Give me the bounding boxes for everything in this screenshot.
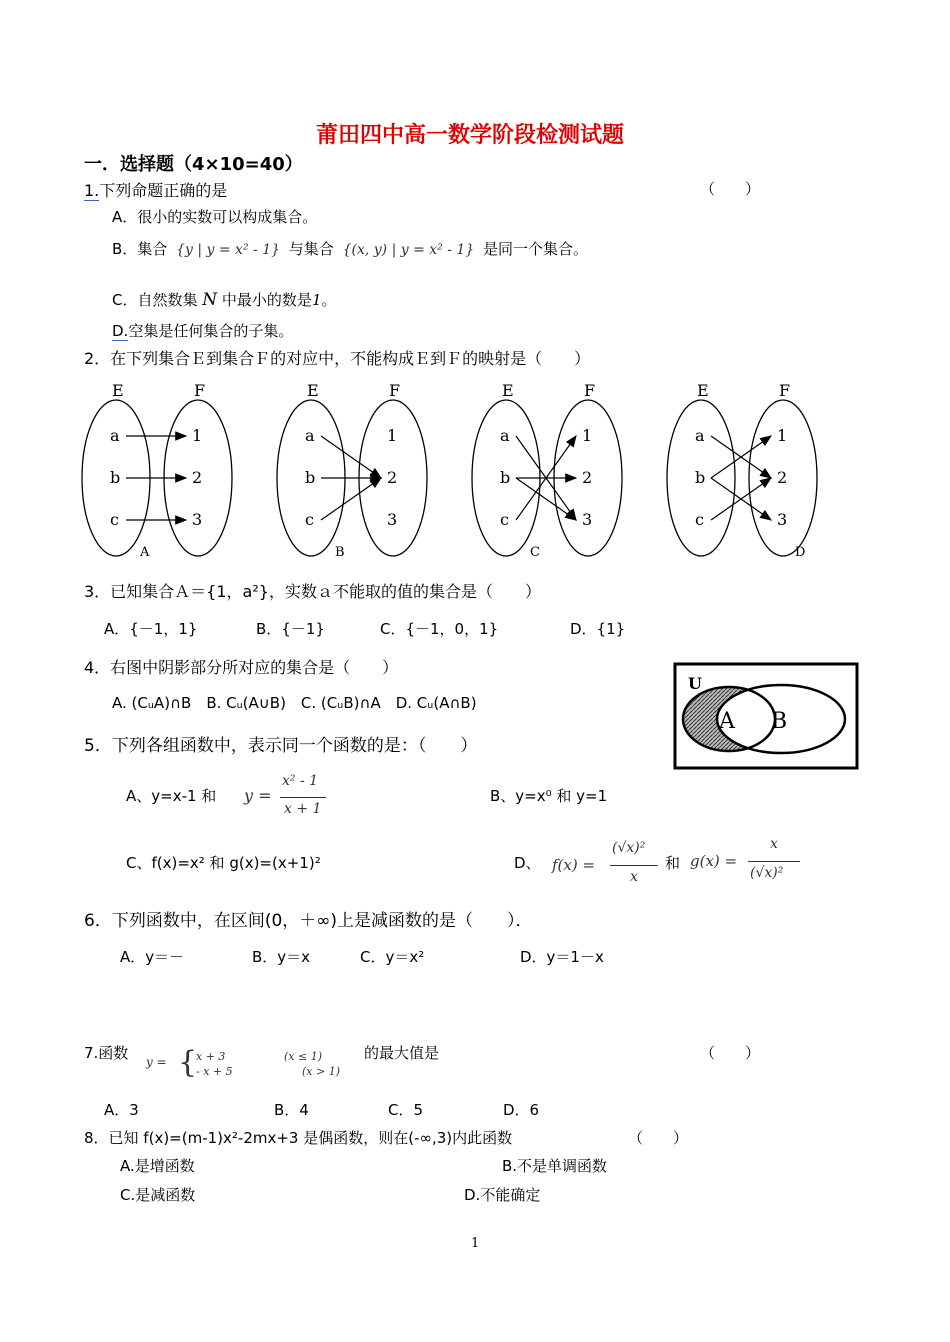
diagram-D-right-1: 1 (777, 426, 788, 445)
diagram-A-right-1: 1 (192, 426, 203, 445)
q8-answer-paren: （ ） (628, 1129, 689, 1147)
q5-d-g-denominator: (√x)² (750, 865, 784, 881)
q1-option-d (112, 320, 293, 341)
diagram-A-left-a: a (110, 426, 120, 445)
q1-b-set1: {y | y = x² - 1} (176, 242, 281, 258)
q8-option-b: B.不是单调函数 (502, 1157, 608, 1175)
venn-label-b: B (771, 709, 788, 734)
q5-d-f: f(x) = (552, 856, 596, 874)
q4-stem: 4．右图中阴影部分所对应的集合是（ ） (84, 658, 399, 677)
q7-option-d: D．6 (503, 1101, 540, 1119)
q5-d-g: g(x) = (690, 852, 738, 870)
venn-label-u: U (688, 674, 702, 693)
q7-y: y = (146, 1055, 167, 1069)
q8-option-a: A.是增函数 (120, 1157, 195, 1175)
q6-option-b: B．y＝x (252, 948, 311, 966)
diagram-A-right-3: 3 (192, 510, 203, 529)
diagram-B-right-3: 3 (387, 510, 398, 529)
q7-case1-cond: (x ≤ 1) (284, 1050, 322, 1063)
diagram-C-left-a: a (500, 426, 510, 445)
q2-stem: 2．在下列集合Ｅ到集合Ｆ的对应中，不能构成Ｅ到Ｆ的映射是（ ） (84, 349, 591, 368)
q1-text: 下列命题正确的是 (99, 181, 228, 200)
diagram-B-arrow (321, 478, 381, 520)
q5-a-denominator: x + 1 (284, 801, 322, 817)
page-title: 莆田四中高一数学阶段检测试题 (316, 123, 625, 148)
diagram-D-left-c: c (695, 510, 704, 529)
q5-stem: 5．下列各组函数中，表示同一个函数的是：（ ） (84, 736, 478, 756)
q7-stem-post: 的最大值是 (364, 1044, 440, 1062)
q5-d-and: 和 (665, 854, 681, 872)
q5-option-c: C、f(x)=x² 和 g(x)=(x+1)² (126, 854, 321, 872)
diagram-B-left-a: a (305, 426, 315, 445)
q5-option-b: B、y=x⁰ 和 y=1 (490, 787, 608, 805)
q8-stem: 8．已知 f(x)=(m-1)x²-2mx+3 是偶函数，则在(-∞,3)内此函数 (84, 1129, 513, 1147)
q3-stem: 3．已知集合Ａ＝{1，a²}，实数ａ不能取的值的集合是（ ） (84, 582, 541, 601)
q1-d-pre: D. (112, 322, 129, 340)
diagram-A-left-c: c (110, 510, 119, 529)
diagram-C-caption: C (530, 545, 540, 560)
q1-b-post: 是同一个集合。 (483, 240, 589, 258)
diagram-D-caption: D (795, 545, 806, 560)
page-number: 1 (471, 1236, 480, 1251)
diagram-B-label-f: F (389, 381, 401, 400)
q7-option-c: C．5 (388, 1101, 424, 1119)
diagram-D-label-f: F (779, 381, 791, 400)
q1-answer-paren: （ ） (700, 180, 761, 198)
q1-number: 1. (84, 181, 100, 200)
q7-case1: x + 3 (196, 1050, 226, 1063)
q1-option-c (112, 289, 337, 310)
diagram-C-left-b: b (500, 468, 511, 487)
diagram-A-caption: A (140, 545, 150, 560)
q6-stem: 6．下列函数中，在区间(0，＋∞)上是减函数的是（ ）． (84, 911, 533, 931)
diagram-C-right-2: 2 (582, 468, 593, 487)
q7-option-a: A．3 (104, 1101, 139, 1119)
q7-brace: { (178, 1045, 198, 1080)
q5-d-f-numerator: (√x)² (612, 840, 646, 856)
diagram-C-right-3: 3 (582, 510, 593, 529)
q4-options: A. (CᵤA)∩B B. Cᵤ(A∪B) C. (CᵤB)∩A D. Cᵤ(A∩B) (112, 694, 477, 712)
diagram-A-label-e: E (112, 381, 124, 400)
q1-b-set2: {(x, y) | y = x² - 1} (342, 242, 475, 258)
diagram-B-left-b: b (305, 468, 316, 487)
q1-d-text: 空集是任何集合的子集。 (128, 322, 294, 340)
diagram-B-caption: B (335, 545, 345, 560)
q5-a-lhs: y = (244, 786, 272, 805)
diagram-C-label-f: F (584, 381, 596, 400)
diagram-A-right-2: 2 (192, 468, 203, 487)
diagram-C-right-1: 1 (582, 426, 593, 445)
q5-option-d-label: D、 (514, 854, 541, 872)
venn-diagram (673, 662, 859, 770)
q5-d-g-bar (748, 861, 800, 862)
q1-c-one: 1 (311, 291, 322, 309)
mapping-diagrams (70, 378, 840, 563)
section-heading: 一．选择题（4×10=40） (84, 154, 303, 175)
q5-d-f-denominator: x (630, 869, 638, 885)
q3-option-d: D．{1} (570, 620, 626, 638)
q7-case2: - x + 5 (196, 1065, 233, 1078)
diagram-A-label-f: F (194, 381, 206, 400)
diagram-B-arrow (321, 436, 381, 478)
diagram-C-arrow (516, 478, 576, 520)
q7-stem-pre: 7.函数 (84, 1044, 129, 1062)
venn-label-a: A (719, 709, 735, 734)
diagram-D-right-2: 2 (777, 468, 788, 487)
diagram-A-left-b: b (110, 468, 121, 487)
diagram-C-left-c: c (500, 510, 509, 529)
q6-option-d: D．y＝1－x (520, 948, 604, 966)
diagram-B-left-c: c (305, 510, 314, 529)
q5-option-a: A、y=x-1 和 (126, 787, 217, 805)
q3-option-b: B．{－1} (256, 620, 325, 638)
diagram-D-label-e: E (697, 381, 709, 400)
q5-a-fraction-bar (280, 797, 326, 798)
q1-c-mid: 中最小的数是 (221, 291, 312, 309)
q5-d-f-bar (610, 865, 658, 866)
diagram-C-label-e: E (502, 381, 514, 400)
diagram-B-label-e: E (307, 381, 319, 400)
diagram-D-right-3: 3 (777, 510, 788, 529)
q3-option-a: A．{－1，1} (104, 620, 198, 638)
q1-c-post: 。 (321, 291, 337, 309)
q1-c-n: N (202, 290, 218, 310)
q7-case2-cond: (x > 1) (302, 1065, 340, 1078)
q1-b-pre: B．集合 (112, 240, 168, 258)
q6-option-c: C．y＝x² (360, 948, 425, 966)
diagram-D-left-b: b (695, 468, 706, 487)
diagram-B-right-2: 2 (387, 468, 398, 487)
q1-option-a: A．很小的实数可以构成集合。 (112, 208, 318, 226)
q6-option-a: A．y＝－ (120, 948, 185, 966)
q7-option-b: B．4 (274, 1101, 309, 1119)
q8-option-d: D.不能确定 (464, 1186, 541, 1204)
q5-d-g-numerator: x (770, 836, 778, 852)
diagram-D-left-a: a (695, 426, 705, 445)
diagram-B-right-1: 1 (387, 426, 398, 445)
q3-option-c: C．{－1，0，1} (380, 620, 499, 638)
q1-b-mid: 与集合 (288, 240, 334, 258)
q8-option-c: C.是减函数 (120, 1186, 196, 1204)
q1-option-b (112, 238, 588, 259)
q1-c-pre: C．自然数集 (112, 291, 198, 309)
q5-a-numerator: x² - 1 (282, 773, 319, 789)
q1-stem (84, 178, 227, 201)
q7-answer-paren: （ ） (700, 1044, 761, 1062)
